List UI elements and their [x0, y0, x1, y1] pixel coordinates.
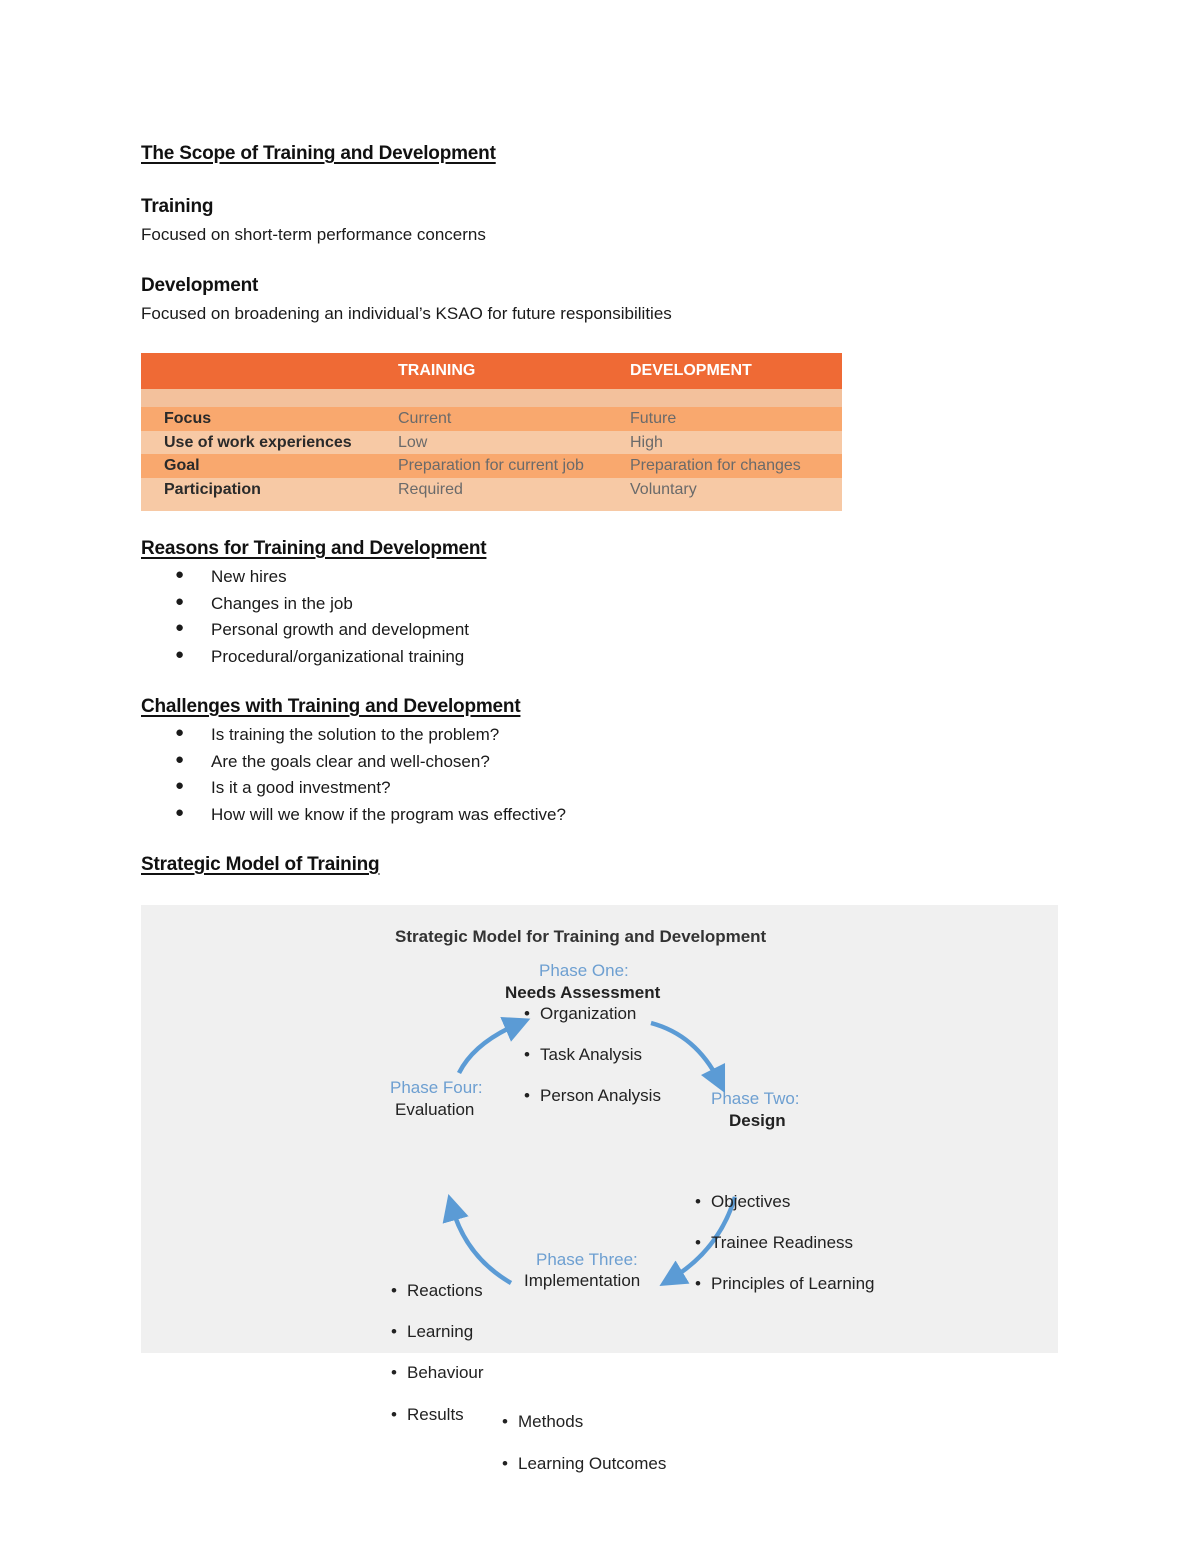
list-item: ● Is it a good investment? — [175, 777, 391, 797]
arrow-phase3-to-phase4 — [452, 1207, 511, 1283]
row-development-value: High — [630, 433, 663, 451]
header-development: DEVELOPMENT — [630, 362, 752, 379]
bullet-icon: ● — [175, 566, 185, 583]
list-item: ● Personal growth and development — [175, 619, 469, 639]
phase-two-item: • Principles of Learning — [693, 1274, 1200, 1294]
bullet-icon: ● — [175, 750, 185, 768]
phase-four-item: • Reactions — [389, 1281, 1200, 1301]
list-item: ● New hires — [175, 566, 287, 586]
strategic-model-heading: Strategic Model of Training — [141, 854, 380, 875]
arrow-phase4-to-phase1 — [459, 1024, 518, 1073]
phase-one-item: • Task Analysis — [522, 1045, 1200, 1065]
row-label: Participation — [164, 480, 261, 498]
development-heading: Development — [141, 275, 259, 296]
phase-one-name: Needs Assessment — [505, 983, 661, 1002]
page-title: The Scope of Training and Development — [141, 143, 496, 164]
development-description: Focused on broadening an individual’s KSAO for future responsibilities — [141, 304, 672, 323]
challenges-list — [141, 722, 841, 828]
bullet-icon: ● — [175, 645, 185, 663]
reasons-list — [141, 564, 841, 670]
bullet-icon: ● — [175, 724, 185, 741]
list-item: ● Changes in the job — [175, 592, 353, 613]
phase-two-name: Design — [729, 1111, 786, 1130]
phase-four-item: • Learning — [389, 1322, 1200, 1342]
table-row — [141, 431, 842, 455]
row-training-value: Required — [398, 480, 463, 498]
bullet-icon: ● — [175, 777, 185, 794]
bullet-icon: ● — [175, 592, 185, 610]
phase-four-item: • Behaviour — [389, 1363, 1200, 1383]
list-item: ● Is training the solution to the problem? — [175, 724, 500, 744]
phase-one-title: Phase One: — [539, 961, 629, 980]
row-training-value: Low — [398, 433, 428, 451]
row-label: Goal — [164, 457, 200, 474]
list-item: ● Are the goals clear and well-chosen? — [175, 750, 490, 771]
phase-four-name: Evaluation — [395, 1100, 475, 1119]
training-heading: Training — [141, 196, 214, 217]
phase-four-title: Phase Four: — [390, 1078, 483, 1097]
row-training-value: Current — [398, 410, 452, 427]
phase-two-item: • Objectives — [693, 1192, 1200, 1212]
list-item: ● Procedural/organizational training — [175, 645, 465, 666]
reasons-heading: Reasons for Training and Development — [141, 538, 487, 559]
phase-three-item: • Methods — [500, 1412, 1200, 1432]
row-label: Focus — [164, 410, 212, 427]
table-header — [141, 353, 842, 389]
challenges-heading: Challenges with Training and Development — [141, 696, 521, 717]
row-development-value: Preparation for changes — [630, 457, 801, 474]
phase-two-title: Phase Two: — [711, 1089, 800, 1108]
phase-four-item: • Results — [389, 1405, 1200, 1425]
header-training: TRAINING — [398, 362, 476, 379]
table-spacer — [141, 389, 842, 407]
row-label: Use of work experiences — [164, 433, 352, 451]
phase-one-item: • Person Analysis — [522, 1086, 1200, 1106]
comparison-table — [141, 353, 842, 511]
bullet-icon: ● — [175, 803, 185, 821]
row-training-value: Preparation for current job — [398, 457, 584, 474]
table-row — [141, 454, 842, 478]
row-development-value: Future — [630, 410, 677, 427]
phase-three-title: Phase Three: — [536, 1250, 638, 1269]
table-row — [141, 478, 842, 512]
table-row — [141, 407, 842, 431]
phase-three-name: Implementation — [524, 1271, 641, 1290]
row-development-value: Voluntary — [630, 480, 697, 498]
phase-two-item: • Trainee Readiness — [693, 1233, 1200, 1253]
training-description: Focused on short-term performance concerns — [141, 225, 486, 244]
strategic-model-diagram — [141, 905, 1058, 1473]
list-item: ● How will we know if the program was effective? — [175, 803, 566, 824]
phase-three-item: • Learning Outcomes — [500, 1454, 1200, 1474]
diagram-title: Strategic Model for Training and Development — [395, 927, 767, 946]
bullet-icon: ● — [175, 619, 185, 636]
phase-one-item: • Organization — [522, 1004, 1200, 1024]
